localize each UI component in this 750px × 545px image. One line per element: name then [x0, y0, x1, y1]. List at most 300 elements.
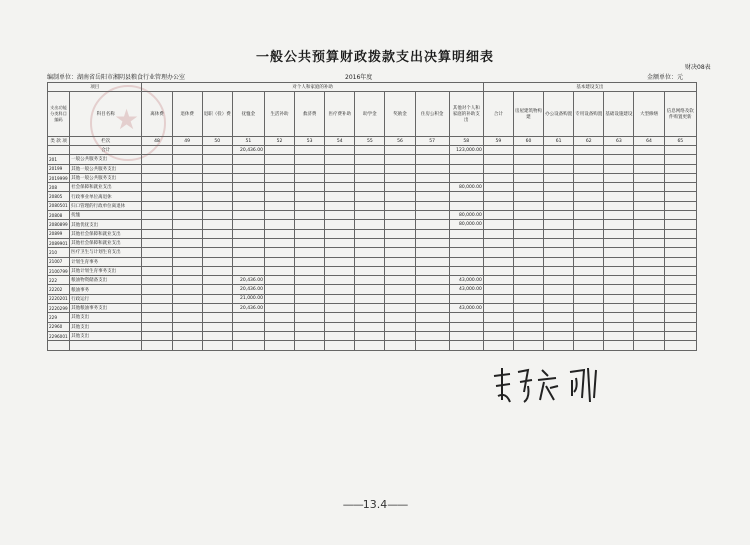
amount-cell: [513, 313, 543, 322]
column-number: 65: [664, 137, 696, 146]
amount-cell: [295, 322, 325, 331]
amount-cell: [325, 304, 355, 313]
amount-cell: [172, 304, 202, 313]
amount-cell: [325, 220, 355, 229]
amount-cell: [202, 294, 232, 303]
amount-cell: [325, 341, 355, 350]
amount-cell: [232, 220, 264, 229]
amount-cell: [142, 322, 172, 331]
amount-cell: [483, 331, 513, 340]
column-header: 助学金: [355, 92, 385, 137]
amount-cell: [172, 183, 202, 192]
amount-cell: [142, 304, 172, 313]
amount-cell: [513, 341, 543, 350]
amount-cell: [604, 164, 634, 173]
amount-cell: [634, 294, 664, 303]
amount-cell: [634, 276, 664, 285]
amount-cell: [415, 192, 449, 201]
amount-cell: [449, 266, 483, 275]
amount-cell: [415, 304, 449, 313]
subject-code: 2019999: [48, 173, 70, 182]
table-row: [48, 192, 697, 201]
amount-cell: [449, 257, 483, 266]
column-header: 抚恤金: [232, 92, 264, 137]
amount-cell: [634, 173, 664, 182]
column-header: 离休费: [142, 92, 172, 137]
amount-cell: [574, 313, 604, 322]
amount-cell: [664, 229, 696, 238]
amount-cell: [415, 164, 449, 173]
amount-cell: [202, 341, 232, 350]
amount-cell: [325, 155, 355, 164]
amount-cell: [355, 341, 385, 350]
table-row: [48, 211, 697, 220]
amount-cell: [385, 248, 415, 257]
amount-cell: [544, 266, 574, 275]
column-number: 53: [295, 137, 325, 146]
amount-cell: [202, 276, 232, 285]
amount-cell: [664, 313, 696, 322]
column-number: 58: [449, 137, 483, 146]
subject-name: 其他支出: [70, 322, 142, 331]
amount-cell: [385, 238, 415, 247]
amount-cell: [385, 229, 415, 238]
amount-cell: [574, 211, 604, 220]
amount-cell: [385, 266, 415, 275]
amount-cell: [415, 238, 449, 247]
amount-cell: [574, 341, 604, 350]
amount-cell: [142, 257, 172, 266]
amount-cell: [544, 164, 574, 173]
amount-cell: [264, 173, 294, 182]
amount-cell: [604, 331, 634, 340]
amount-cell: [513, 183, 543, 192]
amount-cell: [202, 220, 232, 229]
amount-cell: [355, 201, 385, 210]
amount-cell: [634, 266, 664, 275]
amount-cell: [634, 183, 664, 192]
amount-cell: [355, 211, 385, 220]
amount-cell: [604, 183, 634, 192]
amount-cell: [415, 211, 449, 220]
amount-cell: [574, 238, 604, 247]
amount-cell: [232, 341, 264, 350]
amount-cell: [634, 164, 664, 173]
amount-cell: [544, 220, 574, 229]
amount-cell: [574, 201, 604, 210]
amount-cell: [449, 164, 483, 173]
amount-cell: [355, 155, 385, 164]
subject-name: 其他计划生育事务支出: [70, 266, 142, 275]
amount-cell: [264, 146, 294, 155]
column-header: 其他对个人和家庭的补助支出: [449, 92, 483, 137]
amount-cell: [483, 313, 513, 322]
amount-cell: [355, 285, 385, 294]
column-number: 52: [264, 137, 294, 146]
amount-cell: [202, 164, 232, 173]
table-row: [48, 304, 697, 313]
amount-cell: [385, 201, 415, 210]
amount-cell: [415, 266, 449, 275]
amount-cell: 80,000.00: [449, 211, 483, 220]
amount-cell: [415, 146, 449, 155]
subject-code: 22202: [48, 285, 70, 294]
amount-cell: [604, 294, 634, 303]
subject-code: 2100799: [48, 266, 70, 275]
amount-cell: [664, 238, 696, 247]
amount-cell: [664, 322, 696, 331]
amount-cell: [664, 201, 696, 210]
amount-cell: [355, 220, 385, 229]
amount-cell: [513, 211, 543, 220]
amount-cell: [634, 201, 664, 210]
amount-cell: [483, 220, 513, 229]
amount-cell: [142, 211, 172, 220]
amount-cell: [142, 183, 172, 192]
amount-cell: [295, 285, 325, 294]
amount-cell: [232, 266, 264, 275]
amount-cell: [355, 229, 385, 238]
page-number: ——13.4——: [342, 498, 408, 511]
amount-cell: [295, 276, 325, 285]
header-personal-group: 对个人和家庭的补助: [142, 83, 483, 92]
amount-cell: 20,436.00: [232, 285, 264, 294]
amount-unit: 金额单位：元: [647, 74, 684, 81]
amount-cell: [325, 173, 355, 182]
amount-cell: [664, 266, 696, 275]
amount-cell: [513, 248, 543, 257]
amount-cell: [483, 201, 513, 210]
amount-cell: [325, 285, 355, 294]
amount-cell: [355, 266, 385, 275]
amount-cell: [264, 201, 294, 210]
amount-cell: [604, 341, 634, 350]
table-row: [48, 341, 697, 350]
amount-cell: [355, 173, 385, 182]
amount-cell: [544, 211, 574, 220]
amount-cell: [172, 238, 202, 247]
amount-cell: [544, 322, 574, 331]
table-row: [48, 313, 697, 322]
amount-cell: [295, 220, 325, 229]
amount-cell: [513, 146, 543, 155]
amount-cell: [544, 276, 574, 285]
amount-cell: [325, 146, 355, 155]
amount-cell: [172, 322, 202, 331]
amount-cell: [634, 304, 664, 313]
amount-cell: [385, 183, 415, 192]
column-header: 专用设备购置: [574, 92, 604, 137]
amount-cell: [142, 313, 172, 322]
amount-cell: [664, 211, 696, 220]
amount-cell: [664, 276, 696, 285]
amount-cell: [264, 285, 294, 294]
subject-code: 222: [48, 276, 70, 285]
amount-cell: [574, 173, 604, 182]
amount-cell: [604, 155, 634, 164]
column-header: 生活补助: [264, 92, 294, 137]
amount-cell: 123,000.00: [449, 146, 483, 155]
amount-cell: [634, 322, 664, 331]
amount-cell: [264, 248, 294, 257]
amount-cell: [513, 192, 543, 201]
amount-cell: [295, 238, 325, 247]
amount-cell: [172, 229, 202, 238]
amount-cell: [355, 146, 385, 155]
subject-code: 20899: [48, 229, 70, 238]
amount-cell: [604, 211, 634, 220]
amount-cell: [325, 331, 355, 340]
amount-cell: [483, 276, 513, 285]
amount-cell: [385, 155, 415, 164]
column-number: 62: [574, 137, 604, 146]
amount-cell: [295, 257, 325, 266]
amount-cell: [232, 313, 264, 322]
amount-cell: [264, 211, 294, 220]
amount-cell: [142, 155, 172, 164]
amount-cell: [264, 257, 294, 266]
amount-cell: [544, 238, 574, 247]
subject-code: 201: [48, 155, 70, 164]
amount-cell: [202, 248, 232, 257]
amount-cell: [483, 248, 513, 257]
amount-cell: [295, 294, 325, 303]
amount-cell: [295, 313, 325, 322]
table-row: [48, 173, 697, 182]
header-item: 项目: [48, 83, 142, 92]
amount-cell: [664, 304, 696, 313]
amount-cell: [142, 164, 172, 173]
amount-cell: [415, 285, 449, 294]
table-row: [48, 164, 697, 173]
amount-cell: [264, 164, 294, 173]
amount-cell: [232, 229, 264, 238]
amount-cell: [574, 220, 604, 229]
amount-cell: [574, 285, 604, 294]
amount-cell: [664, 146, 696, 155]
column-number: 60: [513, 137, 543, 146]
amount-cell: 43,000.00: [449, 304, 483, 313]
column-number: 63: [604, 137, 634, 146]
amount-cell: [483, 155, 513, 164]
amount-cell: [604, 192, 634, 201]
amount-cell: [264, 220, 294, 229]
amount-cell: [264, 341, 294, 350]
amount-cell: [634, 248, 664, 257]
column-number: 50: [202, 137, 232, 146]
amount-cell: [604, 257, 634, 266]
amount-cell: [664, 248, 696, 257]
amount-cell: [385, 220, 415, 229]
amount-cell: [634, 238, 664, 247]
amount-cell: [513, 220, 543, 229]
amount-cell: [295, 155, 325, 164]
amount-cell: [202, 285, 232, 294]
amount-cell: [142, 248, 172, 257]
amount-cell: 80,000.00: [449, 183, 483, 192]
table-row: [48, 183, 697, 192]
amount-cell: [483, 164, 513, 173]
subject-name: 其他一般公共服务支出: [70, 164, 142, 173]
header-lei-kuan-xiang: 类 款 项: [48, 137, 70, 146]
amount-cell: [483, 304, 513, 313]
amount-cell: 80,000.00: [449, 220, 483, 229]
amount-cell: [385, 164, 415, 173]
amount-cell: [604, 229, 634, 238]
amount-cell: [264, 192, 294, 201]
subject-name: 社会保障和就业支出: [70, 183, 142, 192]
amount-cell: [325, 276, 355, 285]
amount-cell: [325, 248, 355, 257]
amount-cell: [355, 313, 385, 322]
amount-cell: [232, 183, 264, 192]
amount-cell: [202, 331, 232, 340]
amount-cell: [449, 238, 483, 247]
subject-code: [48, 146, 70, 155]
amount-cell: [232, 257, 264, 266]
amount-cell: 43,000.00: [449, 285, 483, 294]
amount-cell: [513, 173, 543, 182]
amount-cell: [172, 285, 202, 294]
compiler-name: 湖南省岳阳市湘阴县粮食行业管理办公室: [77, 74, 186, 81]
amount-cell: 21,000.00: [232, 294, 264, 303]
column-number: 48: [142, 137, 172, 146]
subject-code: 229: [48, 313, 70, 322]
amount-cell: [355, 322, 385, 331]
amount-cell: [513, 155, 543, 164]
amount-cell: [142, 285, 172, 294]
amount-cell: [264, 276, 294, 285]
amount-cell: [142, 173, 172, 182]
amount-cell: [634, 229, 664, 238]
subject-code: 2080501: [48, 201, 70, 210]
amount-cell: [415, 201, 449, 210]
amount-cell: [415, 341, 449, 350]
amount-cell: [483, 257, 513, 266]
amount-cell: [202, 313, 232, 322]
amount-cell: [295, 331, 325, 340]
amount-cell: [604, 304, 634, 313]
amount-cell: [544, 229, 574, 238]
amount-cell: [513, 304, 543, 313]
amount-cell: [264, 238, 294, 247]
amount-cell: [295, 201, 325, 210]
amount-cell: [664, 285, 696, 294]
amount-cell: [202, 304, 232, 313]
amount-cell: [325, 183, 355, 192]
table-row: [48, 238, 697, 247]
amount-cell: [574, 266, 604, 275]
amount-cell: [483, 211, 513, 220]
amount-cell: [574, 155, 604, 164]
amount-cell: [574, 322, 604, 331]
amount-cell: [264, 304, 294, 313]
amount-cell: [264, 331, 294, 340]
amount-cell: [325, 192, 355, 201]
amount-cell: [325, 201, 355, 210]
amount-cell: [415, 155, 449, 164]
amount-cell: [385, 313, 415, 322]
amount-cell: [544, 173, 574, 182]
subject-name: 抚恤: [70, 211, 142, 220]
column-header: 退休费: [172, 92, 202, 137]
amount-cell: [634, 192, 664, 201]
amount-cell: [295, 183, 325, 192]
amount-cell: [232, 155, 264, 164]
amount-cell: [172, 220, 202, 229]
amount-cell: [202, 257, 232, 266]
amount-cell: [385, 276, 415, 285]
amount-cell: [172, 201, 202, 210]
header-subject-name: 科目名称: [70, 92, 142, 137]
amount-cell: [295, 192, 325, 201]
column-header: 办公设备购置: [544, 92, 574, 137]
amount-cell: [202, 146, 232, 155]
amount-cell: [355, 238, 385, 247]
column-header: 救济费: [295, 92, 325, 137]
amount-cell: [449, 294, 483, 303]
amount-cell: [415, 276, 449, 285]
amount-cell: [295, 248, 325, 257]
amount-cell: [604, 285, 634, 294]
header-subject-code: 支出功能分类科目编码: [48, 92, 70, 137]
amount-cell: [604, 201, 634, 210]
amount-cell: [385, 192, 415, 201]
amount-cell: [295, 211, 325, 220]
amount-cell: [544, 155, 574, 164]
column-header: 医疗费补助: [325, 92, 355, 137]
amount-cell: [483, 173, 513, 182]
amount-cell: [232, 201, 264, 210]
amount-cell: [415, 229, 449, 238]
amount-cell: [544, 183, 574, 192]
amount-cell: [415, 220, 449, 229]
subject-name: 其他粮油事务支出: [70, 304, 142, 313]
amount-cell: [574, 146, 604, 155]
amount-cell: [449, 248, 483, 257]
column-header: 基础设施建设: [604, 92, 634, 137]
amount-cell: [604, 266, 634, 275]
amount-cell: [513, 238, 543, 247]
subject-name: 合计: [70, 146, 142, 155]
column-number: 51: [232, 137, 264, 146]
column-number: 55: [355, 137, 385, 146]
table-row: [48, 331, 697, 340]
amount-cell: [664, 220, 696, 229]
column-header: 合计: [483, 92, 513, 137]
amount-cell: [142, 238, 172, 247]
column-number: 49: [172, 137, 202, 146]
amount-cell: [664, 173, 696, 182]
amount-cell: 20,436.00: [232, 146, 264, 155]
amount-cell: [232, 192, 264, 201]
amount-cell: [385, 257, 415, 266]
amount-cell: [172, 257, 202, 266]
amount-cell: [604, 238, 634, 247]
amount-cell: [664, 257, 696, 266]
amount-cell: [142, 229, 172, 238]
subject-code: 2220201: [48, 294, 70, 303]
amount-cell: [142, 266, 172, 275]
amount-cell: [202, 201, 232, 210]
amount-cell: [634, 211, 664, 220]
amount-cell: [202, 173, 232, 182]
amount-cell: [325, 211, 355, 220]
subject-code: 2089901: [48, 238, 70, 247]
amount-cell: [574, 304, 604, 313]
expenditure-table: [47, 82, 697, 351]
table-row: [48, 155, 697, 164]
